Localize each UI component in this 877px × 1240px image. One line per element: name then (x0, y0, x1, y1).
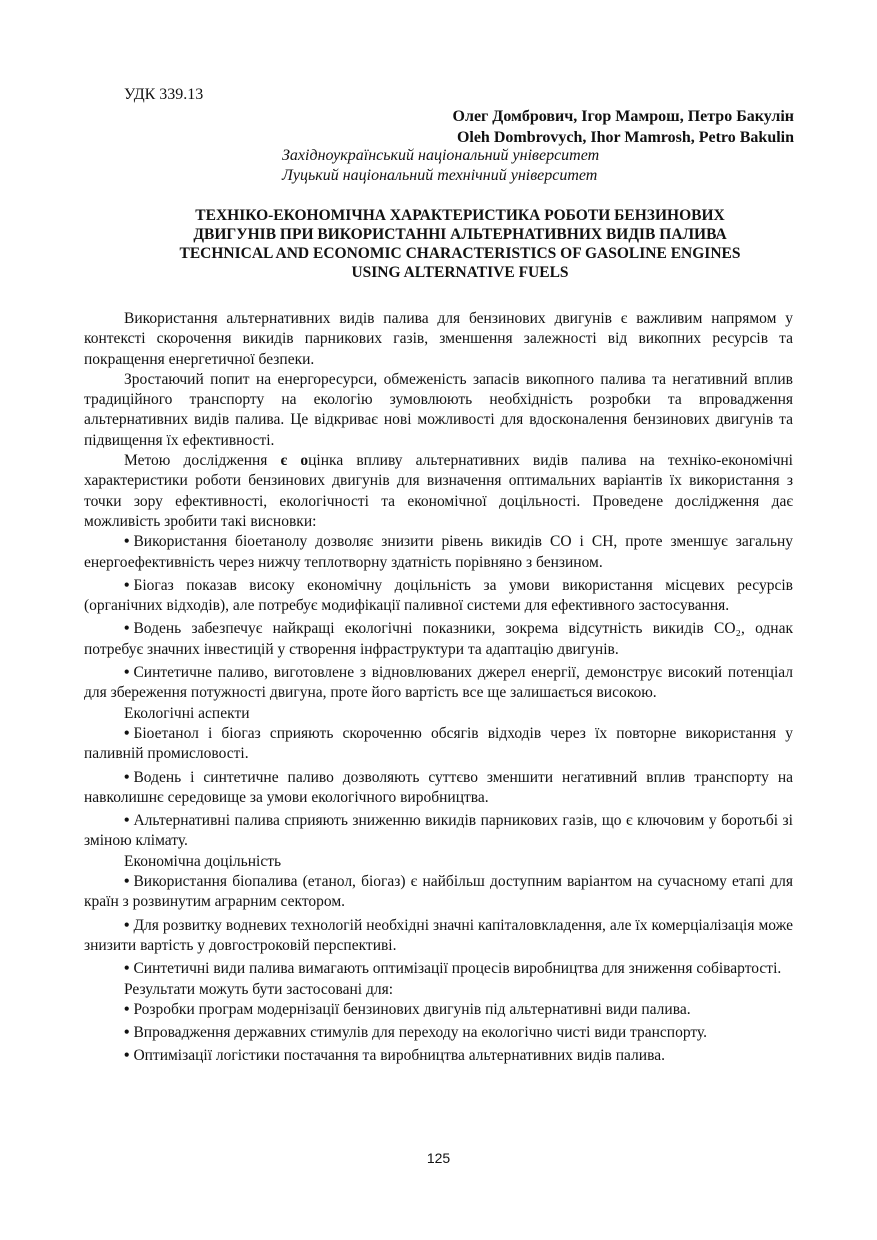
heading-ecological: Екологічні аспекти (124, 704, 250, 722)
list-item: • Біогаз показав високу економічну доцільність за умови використання місцевих ресурсів (органічних відходів), але потребує модифікації паливної системи для ефективного застосування. (84, 576, 793, 615)
paragraph-intro: Використання альтернативних видів палива для бензинових двигунів є важливим напрямом у контексті скорочення викидів парникових газів, зменшення залежності від викопних ресурсів та покращення енергетичної безпеки. (84, 310, 793, 368)
title-en-line-2: USING ALTERNATIVE FUELS (351, 264, 569, 281)
paragraph-context: Зростаючий попит на енергоресурси, обмеженість запасів викопного палива та негативний вплив традиційного транспорту на екологію зумовлюють необхідність розробки та впровадження альтернативних видів палива. Це відкриває нові можливості для вдосконалення бензинових двигунів та підвищення їх ефективності. (84, 370, 793, 449)
udc-code: УДК 339.13 (124, 86, 204, 103)
bullet-icon: • (124, 1047, 130, 1065)
heading-economic: Економічна доцільність (124, 852, 282, 870)
bullet-icon: • (124, 768, 130, 786)
bullet-icon: • (124, 960, 130, 978)
article-body (84, 309, 793, 1067)
goal-text-a: Метою дослідження (124, 452, 281, 470)
list-item: • Водень і синтетичне паливо дозволяють суттєво зменшити негативний вплив транспорту на навколишнє середовище за умови екологічного виробництва. (84, 768, 793, 806)
title-ua-line-2: ДВИГУНІВ ПРИ ВИКОРИСТАННІ АЛЬТЕРНАТИВНИХ ВИДІВ ПАЛИВА (193, 226, 727, 243)
paragraph-goal (84, 451, 793, 532)
list-item: • Водень забезпечує найкращі екологічні показники, зокрема відсутність викидів CO₂, однак потребує значних інвестицій у створення інфраструктури та адаптацію двигунів. (84, 620, 793, 658)
bullet-icon: • (124, 873, 130, 891)
bullet-icon: • (124, 576, 130, 594)
list-item: • Впровадження державних стимулів для переходу на екологічно чисті види транспорту. (124, 1024, 708, 1042)
list-item: • Синтетичні види палива вимагають оптимізації процесів виробництва для зниження собівартості. (124, 960, 782, 978)
article-title (120, 206, 800, 282)
list-item: • Синтетичне паливо, виготовлене з відновлюваних джерел енергії, демонструє високий потенціал для збереження потужності двигуна, проте його вартість все ще залишається високою. (84, 664, 793, 702)
bullet-icon: • (124, 812, 130, 830)
heading-results: Результати можуть бути застосовані для: (124, 980, 394, 998)
bullet-icon: • (124, 1024, 130, 1042)
bullet-icon: • (124, 664, 130, 682)
list-item: • Використання біоетанолу дозволяє знизити рівень викидів CO і CH, проте зменшує загальну енергоефективність через нижчу теплотворну здатність порівняно з бензином. (84, 533, 793, 571)
goal-text-c: цінка впливу альтернативних видів палива на техніко-економічні характеристики роботи бензинових двигунів для визначення оптимальних варіантів їх використання з точки зору ефективності, екологічності та економічної доцільності. Проведене дослідження дає можливість зробити такі висновки: (84, 452, 793, 530)
bullet-icon: • (124, 620, 130, 638)
bullet-icon: • (124, 1000, 130, 1018)
affiliation-2: Луцький національний технічний університет (282, 167, 598, 184)
goal-text-bold: є о (280, 452, 309, 470)
authors-ua: Олег Домбрович, Ігор Мамрош, Петро Бакулін (452, 108, 794, 125)
authors-en: Oleh Dombrovych, Ihor Mamrosh, Petro Bakulin (456, 129, 794, 146)
list-item: • Біоетанол і біогаз сприяють скороченню обсягів відходів через їх повторне використання у паливній промисловості. (84, 724, 793, 763)
list-item: • Оптимізації логістики постачання та виробництва альтернативних видів палива. (124, 1047, 665, 1065)
list-item: • Для розвитку водневих технологій необхідні значні капіталовкладення, але їх комерціалізація може знизити вартість у довгостроковій перспективі. (84, 916, 793, 954)
bullet-icon: • (124, 724, 130, 742)
bullet-icon: • (124, 916, 130, 934)
bullet-icon: • (124, 533, 130, 551)
affiliation-1: Західноукраїнський національний університет (282, 147, 600, 164)
list-item: • Використання біопалива (етанол, біогаз) є найбільш доступним варіантом на сучасному етапі для країн з розвинутим аграрним сектором. (84, 873, 793, 911)
affiliations (282, 146, 599, 186)
title-ua-line-1: ТЕХНІКО-ЕКОНОМІЧНА ХАРАКТЕРИСТИКА РОБОТИ БЕНЗИНОВИХ (195, 207, 725, 224)
list-item: • Альтернативні палива сприяють зниженню викидів парникових газів, що є ключовим у боротьбі зі зміною клімату. (84, 812, 793, 850)
title-en-line-1: TECHNICAL AND ECONOMIC CHARACTERISTICS OF GASOLINE ENGINES (179, 245, 741, 262)
authors-block (453, 106, 794, 148)
list-item: • Розробки програм модернізації бензинових двигунів під альтернативні види палива. (124, 1000, 691, 1018)
page-number: 125 (426, 1150, 451, 1166)
